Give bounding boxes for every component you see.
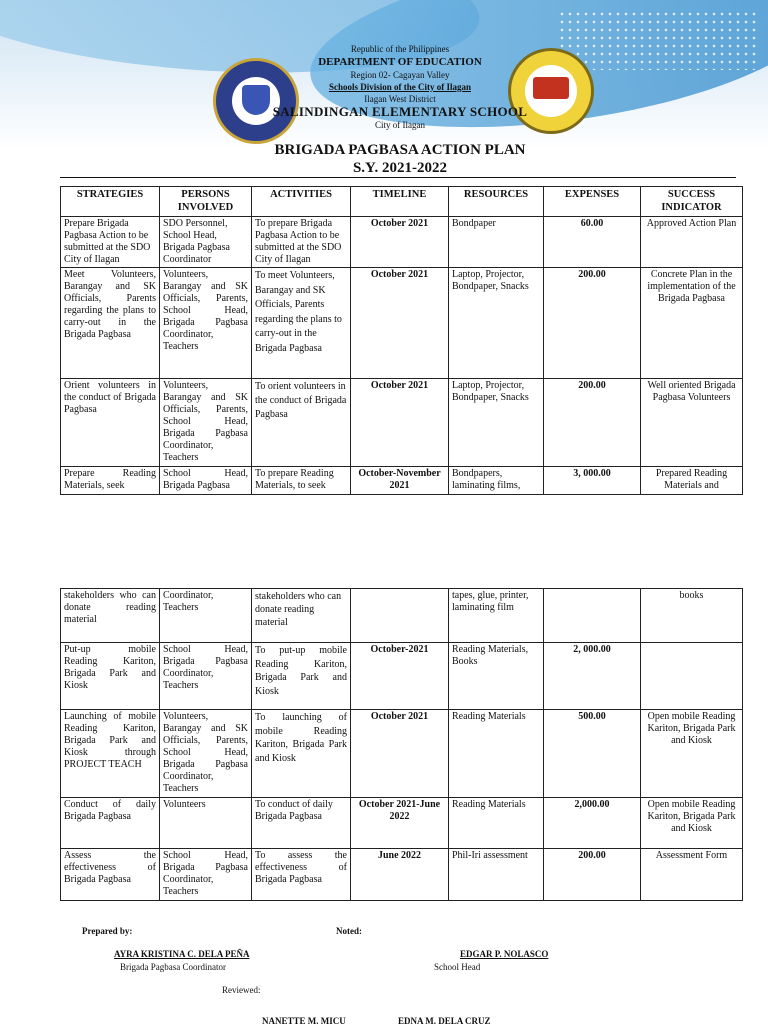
table-cell: To meet Volunteers, Barangay and SK Officials, Parents regarding the plans to carry-out in the Brigada Pagbasa (252, 268, 351, 379)
header-timeline: TIMELINE (351, 187, 449, 217)
table-cell: Well oriented Brigada Pagbasa Volunteers (641, 379, 743, 467)
table-cell: June 2022 (351, 849, 449, 901)
table-cell: Prepared Reading Materials and (641, 467, 743, 495)
table-cell: Volunteers (160, 798, 252, 849)
header-activities: ACTIVITIES (252, 187, 351, 217)
table-cell: Laptop, Projector, Bondpaper, Snacks (449, 379, 544, 467)
table-cell: 2,000.00 (544, 798, 641, 849)
table-cell: Prepare Brigada Pagbasa Action to be submitted at the SDO City of Ilagan (61, 217, 160, 268)
table-cell: October-November 2021 (351, 467, 449, 495)
table-cell: 3, 000.00 (544, 467, 641, 495)
table-cell: To launching of mobile Reading Kariton, Brigada Park and Kiosk (252, 710, 351, 798)
table-cell: October 2021 (351, 268, 449, 379)
table-cell: Bondpapers, laminating films, (449, 467, 544, 495)
header-success-indicator: SUCCESS INDICATOR (641, 187, 743, 217)
table-row (61, 643, 743, 710)
table-cell: Open mobile Reading Kariton, Brigada Park and Kiosk (641, 710, 743, 798)
table-cell: Orient volunteers in the conduct of Brigada Pagbasa (61, 379, 160, 467)
table-cell: School Head, Brigada Pagbasa (160, 467, 252, 495)
table-row (61, 268, 743, 379)
prepared-by-label: Prepared by: (82, 926, 133, 936)
table-cell: Approved Action Plan (641, 217, 743, 268)
table-cell: Meet Volunteers, Barangay and SK Officials, Parents regarding the plans to carry-out in the Brigada Pagbasa (61, 268, 160, 379)
action-plan-table-page1 (60, 186, 743, 495)
table-cell: School Head, Brigada Pagbasa Coordinator, Teachers (160, 849, 252, 901)
table-cell: Conduct of daily Brigada Pagbasa (61, 798, 160, 849)
header-district: Ilagan West District (364, 94, 436, 104)
table-cell: Assessment Form (641, 849, 743, 901)
noter-title: School Head (434, 962, 481, 972)
table-row (61, 467, 743, 495)
table-row (61, 849, 743, 901)
table-cell: Open mobile Reading Kariton, Brigada Park and Kiosk (641, 798, 743, 849)
table-cell (641, 643, 743, 710)
table-cell: 200.00 (544, 849, 641, 901)
header-city: City of Ilagan (375, 120, 425, 130)
table-cell (544, 589, 641, 643)
table-cell: 500.00 (544, 710, 641, 798)
table-cell: Prepare Reading Materials, seek (61, 467, 160, 495)
table-cell: To assess the effectiveness of Brigada Pagbasa (252, 849, 351, 901)
header-department: DEPARTMENT OF EDUCATION (318, 56, 482, 68)
table-cell: Volunteers, Barangay and SK Officials, Parents, School Head, Brigada Pagbasa Coordinator, Teachers (160, 379, 252, 467)
reviewed-label: Reviewed: (222, 985, 261, 995)
table-cell: books (641, 589, 743, 643)
header-expenses: EXPENSES (544, 187, 641, 217)
table-cell (351, 589, 449, 643)
table-cell: October 2021 (351, 710, 449, 798)
table-cell: Assess the effectiveness of Brigada Pagbasa (61, 849, 160, 901)
table-cell: To orient volunteers in the conduct of Brigada Pagbasa (252, 379, 351, 467)
table-cell: To put-up mobile Reading Kariton, Brigada Park and Kiosk (252, 643, 351, 710)
reviewer-1-name: NANETTE M. MICU (262, 1016, 346, 1026)
header-resources: RESOURCES (449, 187, 544, 217)
header-school-name: SALINDINGAN ELEMENTARY SCHOOL (272, 104, 528, 119)
document-title: BRIGADA PAGBASA ACTION PLAN (274, 142, 526, 158)
preparer-name: AYRA KRISTINA C. DELA PEÑA (114, 949, 250, 959)
table-cell: School Head, Brigada Pagbasa Coordinator, Teachers (160, 643, 252, 710)
table-cell: 2, 000.00 (544, 643, 641, 710)
school-year: S.Y. 2021-2022 (352, 160, 448, 176)
table-cell: stakeholders who can donate reading material (252, 589, 351, 643)
table-cell: 200.00 (544, 379, 641, 467)
table-row (61, 589, 743, 643)
table-cell: Put-up mobile Reading Kariton, Brigada Park and Kiosk (61, 643, 160, 710)
table-cell: To prepare Reading Materials, to seek (252, 467, 351, 495)
table-cell: October 2021-June 2022 (351, 798, 449, 849)
table-row (61, 217, 743, 268)
preparer-title: Brigada Pagbasa Coordinator (120, 962, 226, 972)
table-cell: Phil-Iri assessment (449, 849, 544, 901)
table-cell: Concrete Plan in the implementation of the Brigada Pagbasa (641, 268, 743, 379)
table-row (61, 798, 743, 849)
table-cell: stakeholders who can donate reading material (61, 589, 160, 643)
table-cell: October 2021 (351, 379, 449, 467)
table-cell: 200.00 (544, 268, 641, 379)
header-division: Schools Division of the City of Ilagan (328, 82, 471, 92)
table-cell: Volunteers, Barangay and SK Officials, Parents, School Head, Brigada Pagbasa Coordinator, Teachers (160, 710, 252, 798)
table-cell: October 2021 (351, 217, 449, 268)
table-cell: SDO Personnel, School Head, Brigada Pagbasa Coordinator (160, 217, 252, 268)
table-cell: Reading Materials (449, 798, 544, 849)
table-row (61, 710, 743, 798)
table-row (61, 379, 743, 467)
header-strategies: STRATEGIES (61, 187, 160, 217)
table-cell: Reading Materials, Books (449, 643, 544, 710)
reviewer-2-name: EDNA M. DELA CRUZ (398, 1016, 491, 1026)
header-republic: Republic of the Philippines (350, 44, 450, 54)
table-cell: October-2021 (351, 643, 449, 710)
noted-label: Noted: (336, 926, 362, 936)
table-cell: To conduct of daily Brigada Pagbasa (252, 798, 351, 849)
header-region: Region 02- Cagayan Valley (350, 70, 450, 80)
header-persons-involved: PERSONS INVOLVED (160, 187, 252, 217)
table-cell: 60.00 (544, 217, 641, 268)
title-divider (60, 177, 736, 178)
table-cell: Coordinator, Teachers (160, 589, 252, 643)
table-cell: To prepare Brigada Pagbasa Action to be submitted at the SDO City of Ilagan (252, 217, 351, 268)
table-header-row (61, 187, 743, 217)
action-plan-table-page2 (60, 588, 743, 901)
noter-name: EDGAR P. NOLASCO (460, 949, 549, 959)
table-cell: Laptop, Projector, Bondpaper, Snacks (449, 268, 544, 379)
table-cell: Launching of mobile Reading Kariton, Brigada Park and Kiosk through PROJECT TEACH (61, 710, 160, 798)
table-cell: Bondpaper (449, 217, 544, 268)
table-cell: Volunteers, Barangay and SK Officials, Parents, School Head, Brigada Pagbasa Coordinator, Teachers (160, 268, 252, 379)
table-cell: Reading Materials (449, 710, 544, 798)
table-cell: tapes, glue, printer, laminating film (449, 589, 544, 643)
